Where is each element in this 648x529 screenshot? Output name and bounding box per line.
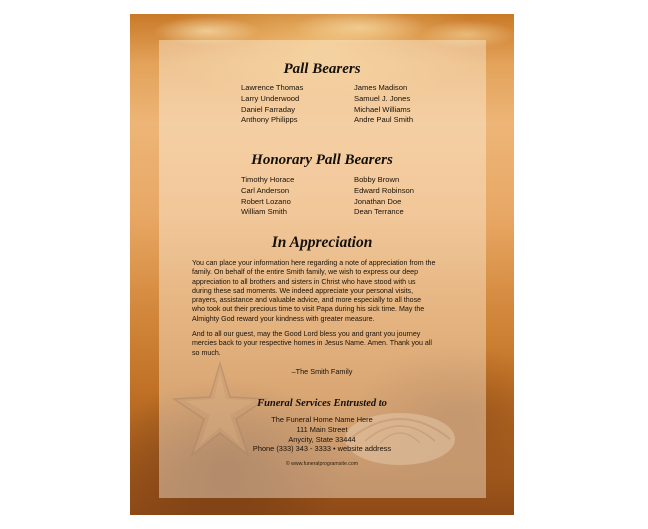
name-item: Andre Paul Smith — [354, 115, 414, 125]
name-item: Larry Underwood — [241, 93, 300, 103]
name-item: Daniel Farraday — [241, 104, 296, 114]
appreciation-paragraph-1 — [192, 259, 457, 324]
name-item: Michael Williams — [354, 104, 411, 114]
in-appreciation-heading: In Appreciation — [271, 234, 373, 251]
program-content — [130, 14, 514, 515]
paragraph-line: so much. — [192, 348, 221, 357]
paragraph-line: appreciation to all brothers and sisters in Christ who have stood with us — [192, 277, 416, 286]
paragraph-line: family. On behalf of the entire Smith family, we wish to express our deep — [192, 268, 419, 277]
family-signature: –The Smith Family — [291, 367, 353, 376]
paragraph-line: prayers, assistance and valuable advice, and more especially to all those — [192, 296, 422, 305]
name-item: Dean Terrance — [354, 207, 404, 217]
paragraph-line: And to all our guest, may the Good Lord bless you and grant you journey — [192, 330, 421, 338]
paragraph-line: mercies back to your respective homes in Jesus Name. Amen. Thank you all — [192, 339, 432, 348]
name-item: Anthony Philipps — [241, 115, 298, 125]
honorary-pall-bearers-heading: Honorary Pall Bearers — [251, 152, 393, 168]
program-page — [130, 14, 514, 515]
paragraph-line: who took out their precious time to visit Papa during his sick time. May the — [192, 305, 425, 314]
honorary-left-column — [241, 175, 294, 218]
funeral-services-heading: Funeral Services Entrusted to — [257, 398, 387, 409]
name-item: Lawrence Thomas — [241, 83, 304, 92]
funeral-home-name: The Funeral Home Name Here — [271, 415, 373, 424]
pall-bearers-left-column — [241, 83, 303, 126]
name-item: Jonathan Doe — [354, 196, 402, 206]
name-item: Robert Lozano — [241, 196, 291, 206]
name-item: William Smith — [241, 207, 287, 217]
appreciation-paragraph-2 — [192, 330, 457, 358]
paragraph-line: Almighty God reward your kindness with greater measure. — [192, 314, 375, 323]
funeral-home-details — [130, 415, 514, 454]
name-item: Timothy Horace — [241, 175, 295, 184]
funeral-home-phone: Phone (333) 343 - 3333 • website address — [252, 444, 392, 454]
honorary-right-column — [354, 175, 414, 218]
name-item: Samuel J. Jones — [354, 93, 411, 103]
pall-bearers-heading: Pall Bearers — [283, 61, 361, 77]
paragraph-line: You can place your information here regarding a note of appreciation from the — [192, 259, 436, 267]
paragraph-line: during these sad moments. We indeed appreciate your personal visits, — [192, 286, 414, 295]
name-item: Carl Anderson — [241, 185, 290, 195]
name-item: Bobby Brown — [354, 175, 400, 184]
funeral-home-street: 111 Main Street — [296, 424, 348, 434]
website-credit: © www.funeralprogramsite.com — [285, 461, 359, 467]
name-item: James Madison — [354, 83, 408, 92]
funeral-home-city: Anycity, State 33444 — [288, 434, 356, 444]
name-item: Edward Robinson — [354, 185, 414, 195]
pall-bearers-right-column — [354, 83, 413, 126]
